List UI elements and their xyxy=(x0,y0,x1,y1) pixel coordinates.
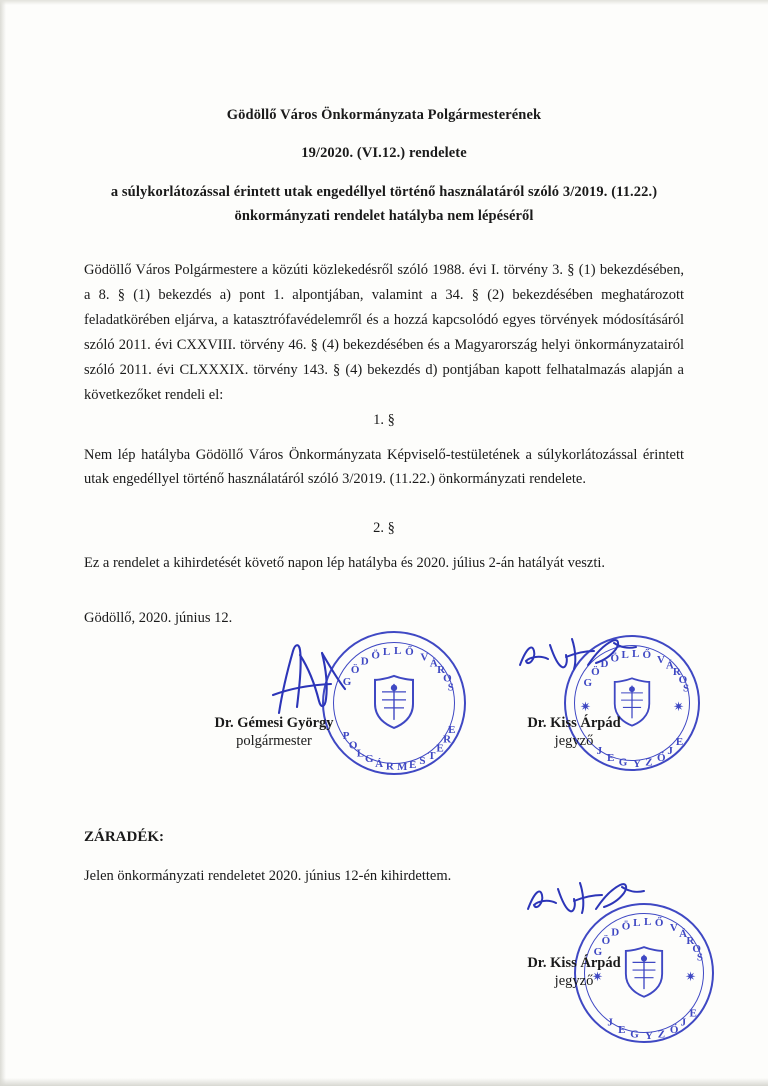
stamp-bottom-text-notary-zaradek: J E G Y Z Ő J E xyxy=(607,1007,697,1043)
scan-edge-left xyxy=(0,0,6,1086)
stamp-top-text-mayor: G Ö D Ö L L Ő V Á R O S xyxy=(342,645,454,694)
zaradek-heading: ZÁRADÉK: xyxy=(84,829,165,846)
document-title-block xyxy=(84,104,684,228)
section-1-number: 1. § xyxy=(373,411,395,428)
stamp-star-right: ✷ xyxy=(673,699,684,715)
signature-block-notary-zaradek xyxy=(474,955,674,990)
stamp-bottom-text-mayor: P O L G Á R M E S T E R E xyxy=(342,724,456,774)
signer-role-notary: jegyző xyxy=(554,733,594,750)
signature-block-mayor xyxy=(174,715,374,750)
signature-area xyxy=(84,645,690,799)
section-1-text: Nem lép hatályba Gödöllő Város Önkormányzata Képviselő-testületének a súlykorlátozással érintett utak engedéllyel történő használatáról szóló 3/2019. (11.22.) önkormányzati rendelete. xyxy=(84,446,684,488)
stamp-star-left: ✷ xyxy=(580,699,591,715)
decree-subject-line-1: a súlykorlátozással érintett utak engedéllyel történő használatáról szóló 3/2019. (11.22.) xyxy=(110,183,658,200)
signer-name-notary-zaradek: Dr. Kiss Árpád xyxy=(527,955,621,972)
stamp-top-text-notary-zaradek: G Ö D Ö L L Ő V Á R O S xyxy=(593,916,703,964)
stamp-bottom-text-notary: J E G Y Z Ő J E xyxy=(596,736,684,771)
official-stamp-notary xyxy=(564,635,700,771)
zaradek-text: Jelen önkormányzati rendeletet 2020. június 12-én kihirdettem. xyxy=(84,868,452,885)
section-2-text: Ez a rendelet a kihirdetését követő napon lép hatályba és 2020. július 2-án hatályát veszti. xyxy=(84,555,606,572)
section-2-number: 2. § xyxy=(373,520,395,537)
scan-edge-top xyxy=(0,0,768,5)
preamble-paragraph: Gödöllő Város Polgármestere a közúti közlekedésről szóló 1988. évi I. törvény 3. § (1) bekezdésében, a 8. § (1) bekezdés a) pont 1. alpontjában, valamint a 34. § (2) bekezdésében meghatározott feladatkörében eljárva, a katasztrófavédelemről és a hozzá kapcsolódó egyes törvények módosításáról szóló 2011. évi CXXVIII. törvény 46. § (4) bekezdésében és a Magyarország helyi önkormányzatairól szóló 2011. évi CLXXXIX. törvény 143. § (4) bekezdés d) pontjában kapott felhatalmazás alapján a következőket rendeli el: xyxy=(84,261,684,403)
page-title: Gödöllő Város Önkormányzata Polgármesterének xyxy=(226,107,542,123)
stamp-top-text-notary: G Ö D Ö L L Ő V Á R O S xyxy=(583,648,690,695)
document-content xyxy=(84,104,703,1045)
signer-role-notary-zaradek: jegyző xyxy=(554,973,594,990)
scan-edge-bottom xyxy=(0,1078,768,1086)
coat-of-arms-icon xyxy=(372,674,416,730)
signer-name-notary: Dr. Kiss Árpád xyxy=(527,715,621,732)
stamp-star-right: ✷ xyxy=(685,969,696,985)
official-stamp-mayor xyxy=(322,631,466,775)
signature-block-notary xyxy=(474,715,674,750)
decree-subject-line-2: önkormányzati rendelet hatályba nem lépéséről xyxy=(234,208,534,225)
signer-role-mayor: polgármester xyxy=(236,733,312,750)
stamp-star-left: ✷ xyxy=(592,969,603,985)
zaradek-signature-area xyxy=(84,916,703,1045)
place-and-date: Gödöllő, 2020. június 12. xyxy=(84,610,233,627)
signer-name-mayor: Dr. Gémesi György xyxy=(214,715,334,732)
decree-number: 19/2020. (VI.12.) rendelete xyxy=(301,145,467,162)
